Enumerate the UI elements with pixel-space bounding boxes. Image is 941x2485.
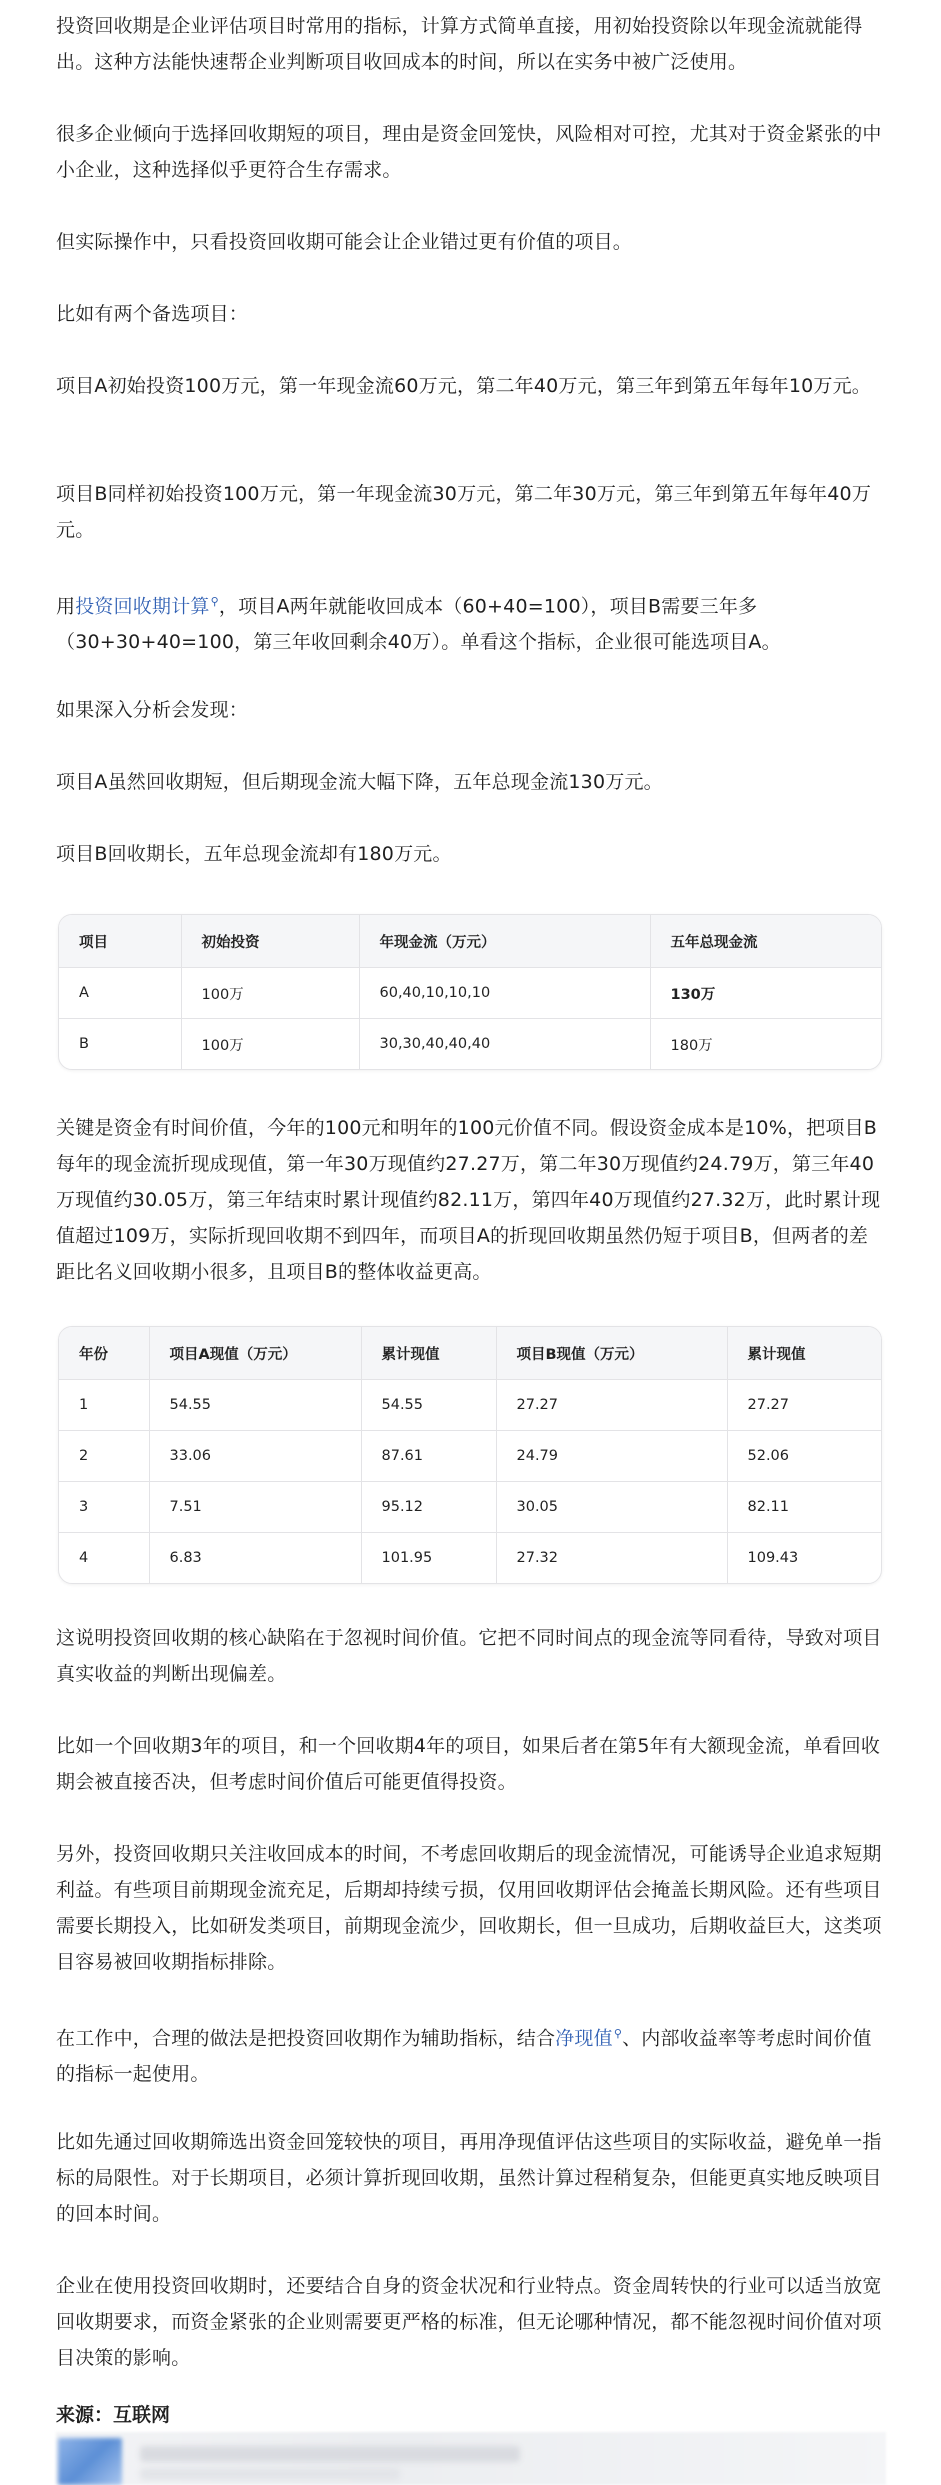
paragraph-practice-prefix: 在工作中，合理的做法是把投资回收期作为辅助指标，结合 (56, 2027, 556, 2050)
table-cell: 60,40,10,10,10 (359, 968, 650, 1019)
table-cell: 52.06 (727, 1431, 881, 1482)
search-icon[interactable]: ⚲ (613, 2027, 623, 2040)
table-row (59, 968, 881, 1019)
table-header-cell: 五年总现金流 (650, 915, 881, 968)
table-cell: 54.55 (149, 1380, 361, 1431)
table-header-cell: 项目A现值（万元） (149, 1327, 361, 1380)
table-row (59, 1019, 881, 1070)
paragraph-risk: 但实际操作中，只看投资回收期可能会让企业错过更有价值的项目。 (56, 231, 633, 253)
paragraph-b-total: 项目B回收期长，五年总现金流却有180万元。 (56, 843, 452, 865)
table-header-row (59, 915, 881, 968)
search-icon[interactable]: ⚲ (210, 595, 219, 608)
blurred-thumbnail (58, 2438, 122, 2485)
table-cell: 27.32 (496, 1533, 727, 1584)
paragraph-payback-prefix: 用 (56, 595, 76, 618)
blurred-title (140, 2446, 520, 2462)
paragraph-payback-calc (56, 584, 886, 660)
table-cell: 1 (59, 1380, 149, 1431)
paragraph-time-value: 关键是资金有时间价值，今年的100元和明年的100元价值不同。假设资金成本是10%，把项目B每年的现金流折现成现值，第一年30万现值约27.27万，第二年30万现值约24.79万，第三年40万现值约30.05万，第三年结束时累计现值约82.11万，第四年40万现值约27.32万，此时累计现值超过109万，实际折现回收期不到四年，而项目A的折现回收期虽然仍短于项目B，但两者的差距比名义回收期小很多，且项目B的整体收益更高。 (56, 1117, 881, 1283)
table-cell: 6.83 (149, 1533, 361, 1584)
table-header-row (59, 1327, 881, 1380)
table-row (59, 1380, 881, 1431)
cashflow-table (58, 914, 882, 1070)
table-cell: 3 (59, 1482, 149, 1533)
table-cell: 180万 (670, 1037, 713, 1054)
table-cell: 24.79 (496, 1431, 727, 1482)
paragraph-a-total: 项目A虽然回收期短，但后期现金流大幅下降，五年总现金流130万元。 (56, 771, 663, 793)
table-cell: 30.05 (496, 1482, 727, 1533)
payback-calc-link[interactable]: 投资回收期计算 (75, 595, 210, 618)
paragraph-industry: 企业在使用投资回收期时，还要结合自身的资金状况和行业特点。资金周转快的行业可以适当放宽回收期要求，而资金紧张的企业则需要更严格的标准，但无论哪种情况，都不能忽视时间价值对项目决策的影响。 (56, 2275, 882, 2369)
table-header-cell: 累计现值 (727, 1327, 881, 1380)
table-cell: 27.27 (727, 1380, 881, 1431)
table-cell: 95.12 (361, 1482, 496, 1533)
npv-link[interactable]: 净现值 (555, 2027, 613, 2050)
table-cell: 2 (59, 1431, 149, 1482)
table-cell: 82.11 (727, 1482, 881, 1533)
table-header-cell: 初始投资 (181, 915, 359, 968)
table-cell: 30,30,40,40,40 (359, 1019, 650, 1070)
table-cell: 4 (59, 1533, 149, 1584)
table-cell: 109.43 (747, 1550, 799, 1566)
table-header-cell: 年现金流（万元） (359, 915, 650, 968)
table-cell: 100万 (181, 968, 359, 1019)
paragraph-practice-rest: 、内部收益率等考虑时间价值的指标一起使用。 (56, 2027, 872, 2086)
table-cell: 27.27 (496, 1380, 727, 1431)
table-cell: 87.61 (361, 1431, 496, 1482)
table-header-cell: 累计现值 (361, 1327, 496, 1380)
table-cell: 100万 (181, 1019, 359, 1070)
paragraph-best-practice (56, 2016, 886, 2092)
table-header-cell: 项目B现值（万元） (496, 1327, 727, 1380)
blurred-subtitle (140, 2468, 400, 2480)
table-cell: 130万 (650, 968, 881, 1019)
table-cell: 33.06 (149, 1431, 361, 1482)
paragraph-project-a: 项目A初始投资100万元，第一年现金流60万元，第二年40万元，第三年到第五年每年10万元。 (56, 375, 871, 397)
paragraph-example-intro: 比如有两个备选项目： (56, 303, 249, 325)
paragraph-project-b: 项目B同样初始投资100万元，第一年现金流30万元，第二年30万元，第三年到第五年每年40万元。 (56, 483, 872, 541)
table-cell: 7.51 (149, 1482, 361, 1533)
paragraph-payback-rest: ，项目A两年就能收回成本（60+40=100），项目B需要三年多（30+30+40=100，第三年收回剩余40万）。单看这个指标，企业很可能选项目A。 (56, 595, 781, 654)
table-row (59, 1482, 881, 1533)
table-header-cell: 年份 (59, 1327, 149, 1380)
paragraph-screening: 比如先通过回收期筛选出资金回笼较快的项目，再用净现值评估这些项目的实际收益，避免单一指标的局限性。对于长期项目，必须计算折现回收期，虽然计算过程稍复杂，但能更真实地反映项目的回本时间。 (56, 2131, 882, 2225)
present-value-table (58, 1326, 882, 1584)
table-row (59, 1431, 881, 1482)
paragraph-deep-analysis: 如果深入分析会发现： (56, 699, 249, 721)
table-cell: 101.95 (361, 1533, 496, 1584)
paragraph-core-flaw: 这说明投资回收期的核心缺陷在于忽视时间价值。它把不同时间点的现金流等同看待，导致对项目真实收益的判断出现偏差。 (56, 1627, 882, 1685)
table-cell: B (59, 1019, 181, 1070)
paragraph-short-term: 另外，投资回收期只关注收回成本的时间，不考虑回收期后的现金流情况，可能诱导企业追求短期利益。有些项目前期现金流充足，后期却持续亏损，仅用回收期评估会掩盖长期风险。还有些项目需要长期投入，比如研发类项目，前期现金流少，回收期长，但一旦成功，后期收益巨大，这类项目容易被回收期指标排除。 (56, 1843, 882, 1973)
paragraph-intro: 投资回收期是企业评估项目时常用的指标，计算方式简单直接，用初始投资除以年现金流就能得出。这种方法能快速帮企业判断项目收回成本的时间，所以在实务中被广泛使用。 (56, 15, 863, 73)
paragraph-example-years: 比如一个回收期3年的项目，和一个回收期4年的项目，如果后者在第5年有大额现金流，单看回收期会被直接否决，但考虑时间价值后可能更值得投资。 (56, 1735, 881, 1793)
table-cell: A (59, 968, 181, 1019)
source-label: 来源：互联网 (56, 2404, 171, 2426)
table-cell: 54.55 (361, 1380, 496, 1431)
paragraph-preference: 很多企业倾向于选择回收期短的项目，理由是资金回笼快，风险相对可控，尤其对于资金紧张的中小企业，这种选择似乎更符合生存需求。 (56, 123, 882, 181)
table-row (59, 1533, 881, 1584)
table-header-cell: 项目 (59, 915, 181, 968)
